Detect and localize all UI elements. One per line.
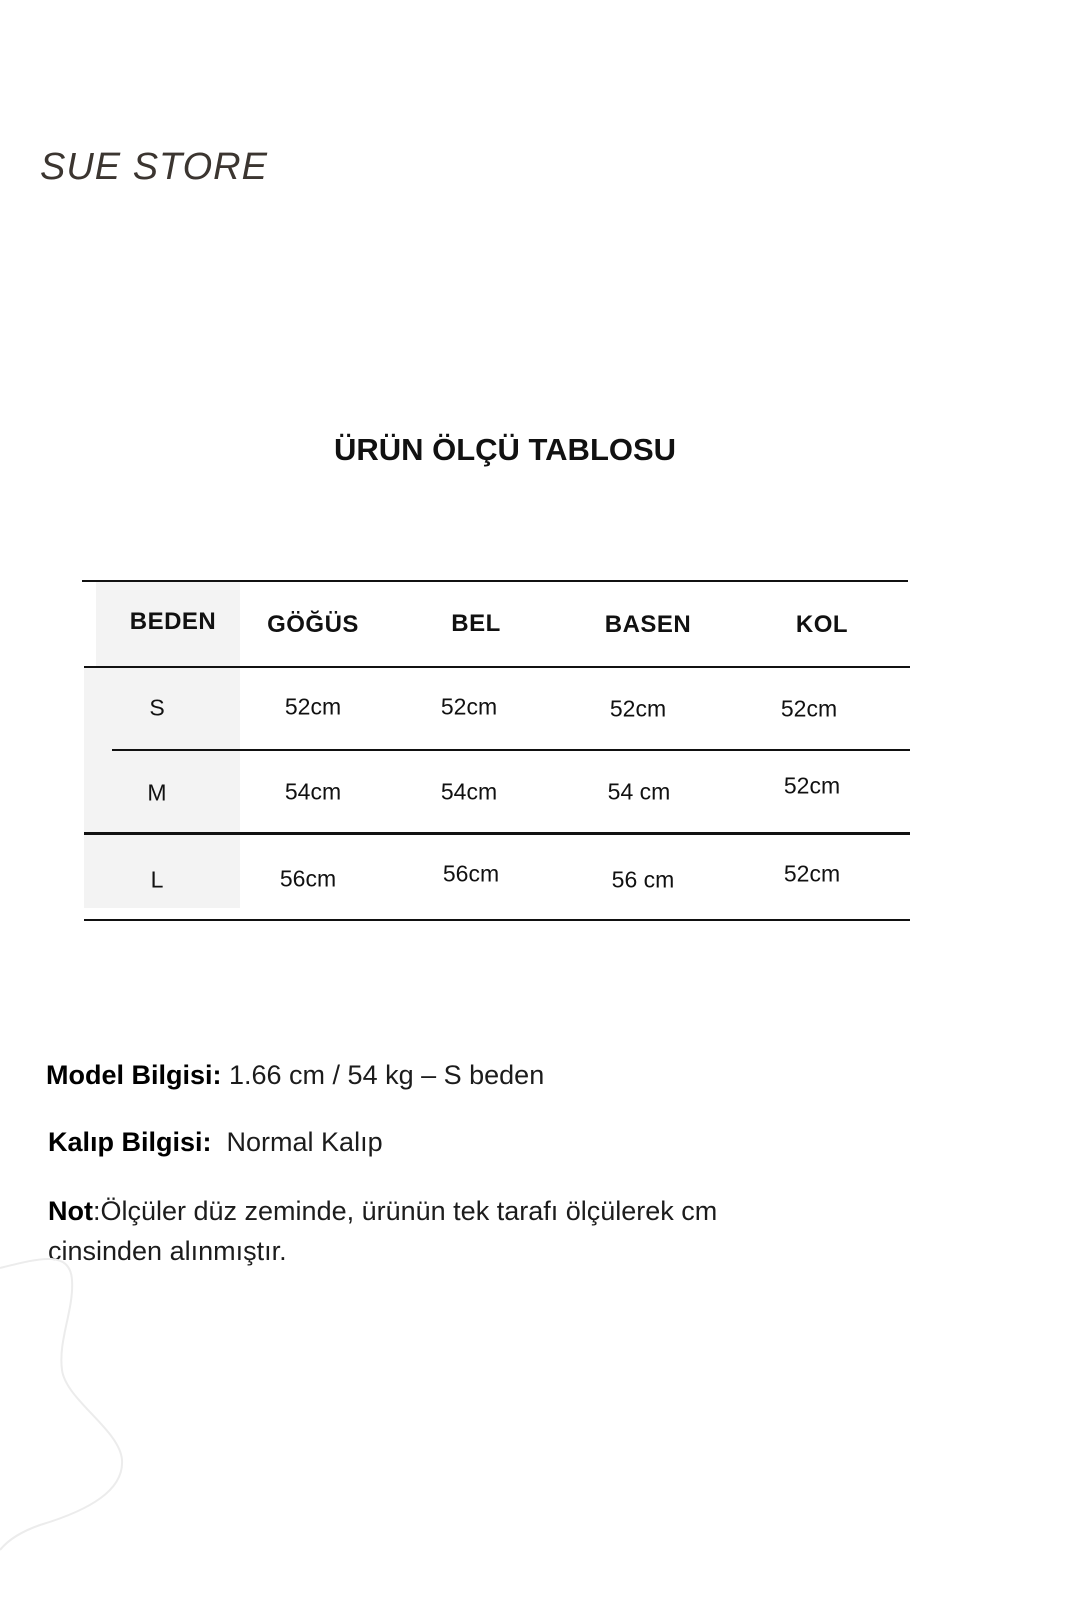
size-table [84,582,910,932]
note-info-line1: :Ölçüler düz zeminde, ürünün tek tarafı ölçülerek cm [92,1196,718,1226]
table-cell: 56 cm [611,866,675,893]
decorative-curve [0,1240,140,1600]
page-title: ÜRÜN ÖLÇÜ TABLOSU [333,432,677,467]
header-gogus: GÖĞÜS [267,611,359,638]
table-cell: 56cm [442,860,500,887]
header-kol: KOL [795,611,849,638]
table-cell: 52cm [780,695,838,722]
note-info-label: Not [48,1196,93,1226]
note-info [48,1191,717,1271]
table-cell: 52cm [609,695,667,722]
table-cell: 52cm [440,693,498,720]
header-basen: BASEN [604,611,692,638]
model-info-value: 1.66 cm / 54 kg – S beden [221,1060,545,1090]
size-label: M [147,779,167,806]
table-rule [84,832,910,835]
table-cell: 54 cm [607,778,671,805]
table-cell: 52cm [284,693,342,720]
size-label: L [150,866,164,893]
table-cell: 54cm [440,778,498,805]
table-cell: 52cm [783,860,841,887]
header-bel: BEL [451,610,501,637]
header-beden: BEDEN [129,608,217,635]
note-info-line2: cinsinden alınmıştır. [48,1236,287,1266]
table-rule [84,666,910,668]
fit-info [48,1127,383,1158]
brand-logo: SUE STORE [40,146,268,188]
table-cell: 52cm [783,772,841,799]
model-info-label: Model Bilgisi: [46,1060,222,1090]
table-rule [82,580,908,582]
table-rule [112,749,910,751]
table-cell: 56cm [279,865,337,892]
table-rule [84,919,910,921]
model-info [46,1060,544,1091]
table-cell: 54cm [284,778,342,805]
fit-info-label: Kalıp Bilgisi: [48,1127,212,1157]
fit-info-value: Normal Kalıp [211,1127,383,1157]
size-label: S [149,694,165,721]
